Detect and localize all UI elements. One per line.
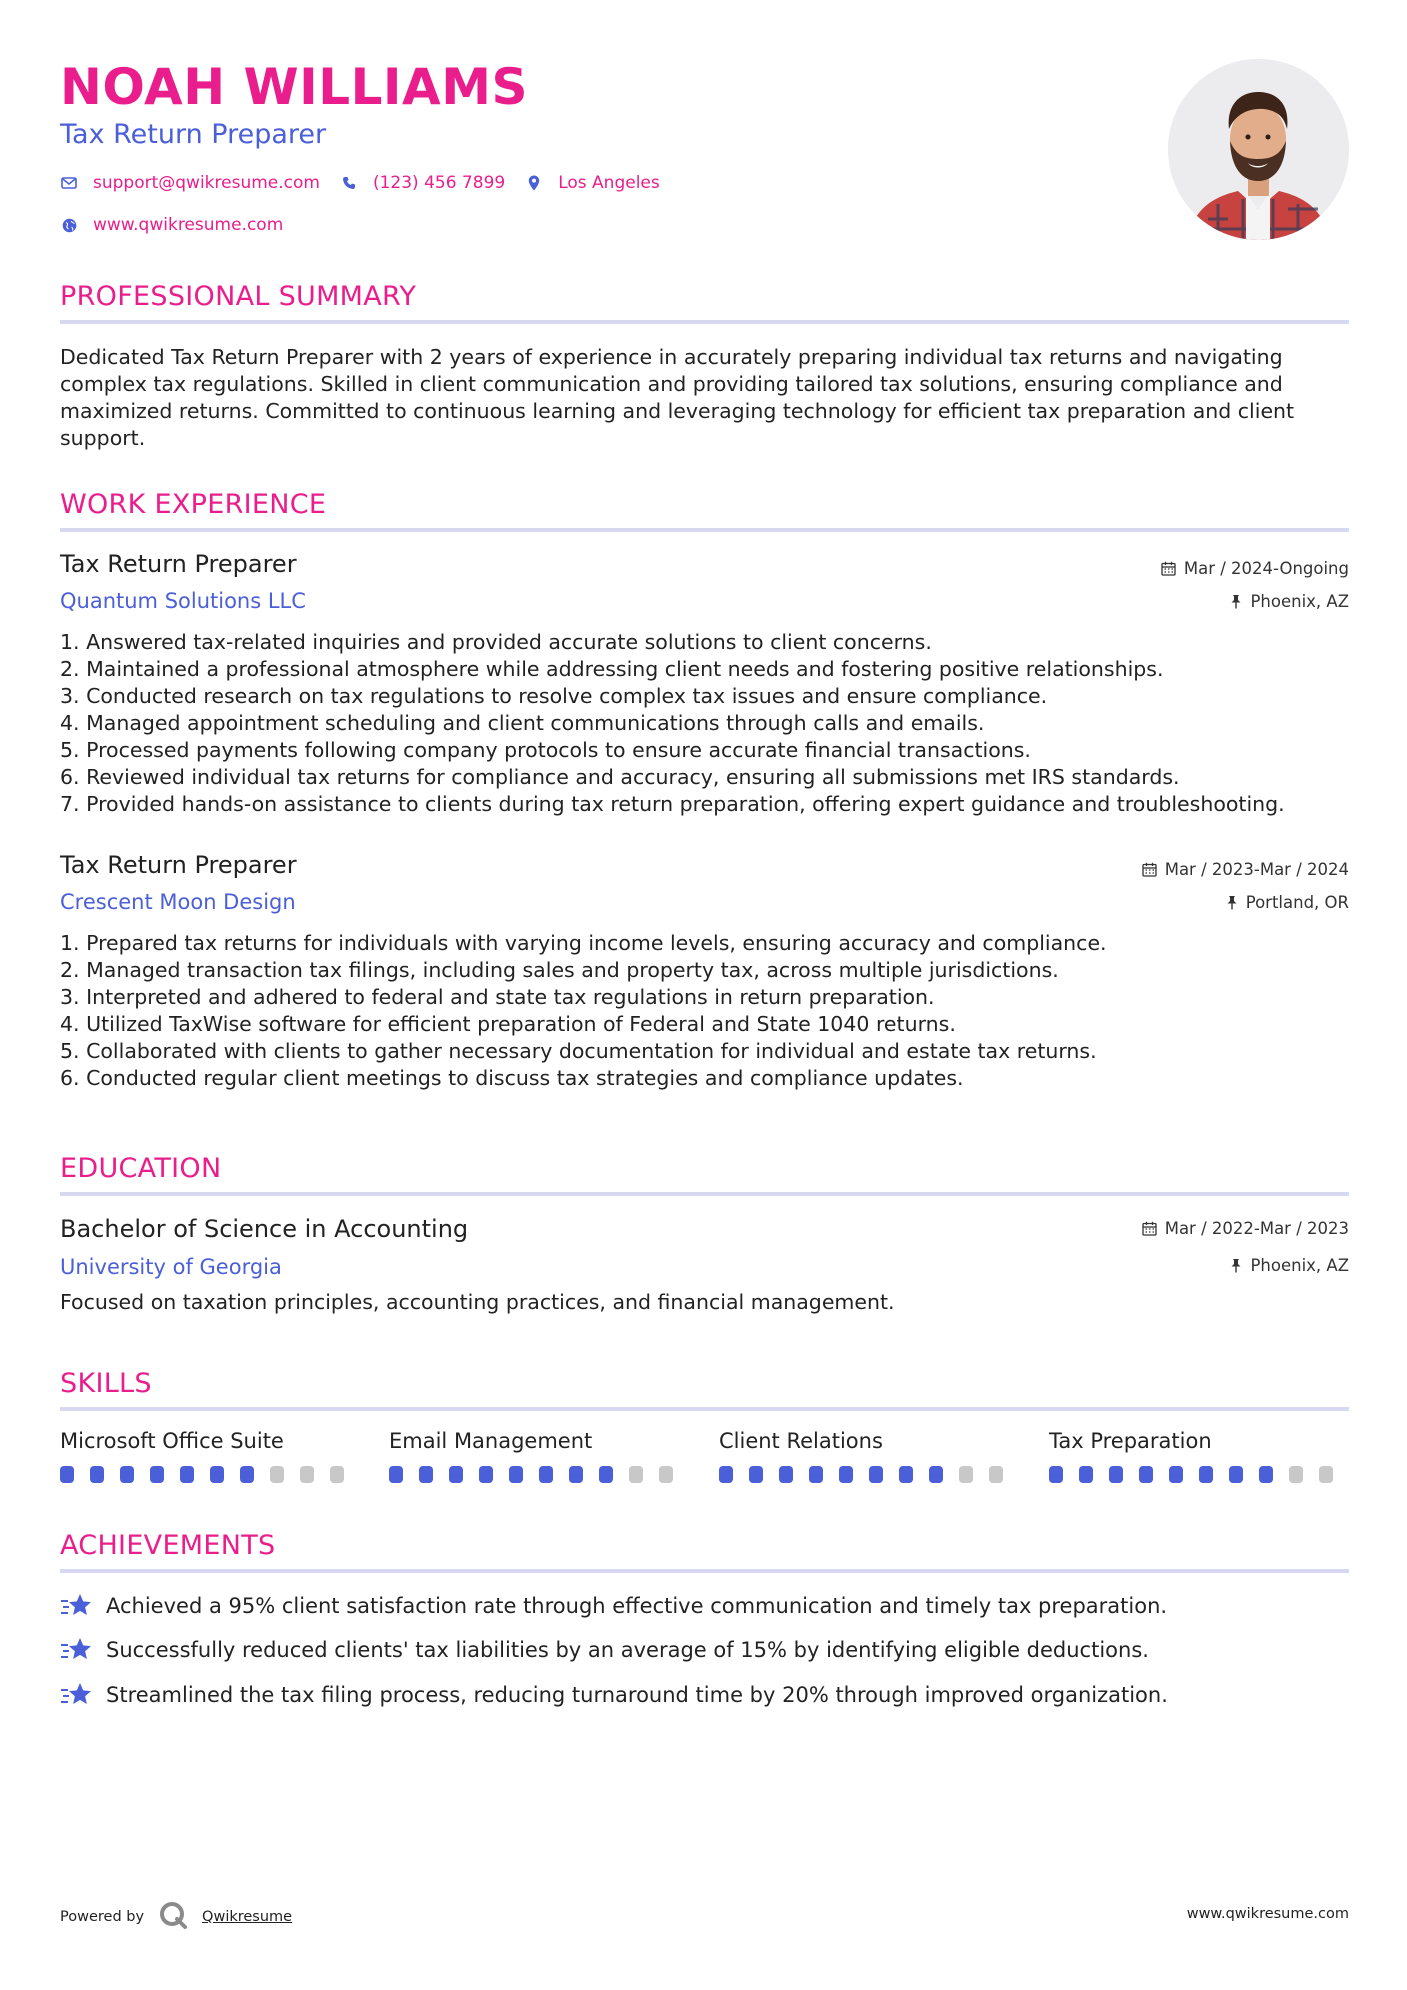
- list-item: 1. Answered tax-related inquiries and provided accurate solutions to client concerns.: [60, 630, 932, 654]
- skill-dot-empty: [270, 1466, 284, 1483]
- skill-dot-empty: [330, 1466, 344, 1483]
- skill-dot-filled: [120, 1466, 134, 1483]
- list-item: 2. Managed transaction tax filings, including sales and property tax, across multiple jurisdictions.: [60, 958, 1059, 982]
- star-icon: [60, 1592, 92, 1620]
- job-location: [1230, 592, 1349, 611]
- skill-dot-filled: [240, 1466, 254, 1483]
- job-dates: [1142, 860, 1349, 879]
- section-divider: [60, 528, 1349, 532]
- job-dates: [1161, 559, 1349, 578]
- skill-dot-empty: [959, 1466, 973, 1483]
- qwikresume-link[interactable]: Qwikresume: [202, 1909, 293, 1925]
- map-pin-icon: [525, 174, 543, 192]
- achievement-text: Successfully reduced clients' tax liabilities by an average of 15% by identifying eligible deductions.: [106, 1638, 1149, 1662]
- skill-dot-filled: [839, 1466, 853, 1483]
- skill-dot-filled: [1229, 1466, 1243, 1483]
- skill-dot-filled: [449, 1466, 463, 1483]
- footer-url[interactable]: www.qwikresume.com: [1186, 1906, 1349, 1922]
- skill-dot-empty: [1289, 1466, 1303, 1483]
- education-dates: [1142, 1219, 1349, 1238]
- calendar-icon: [1142, 1221, 1157, 1236]
- list-item: 4. Managed appointment scheduling and client communications through calls and emails.: [60, 711, 985, 735]
- location-text: Los Angeles: [558, 173, 660, 193]
- education-location: [1230, 1256, 1349, 1275]
- skill-dot-filled: [719, 1466, 733, 1483]
- pushpin-icon: [1226, 895, 1238, 910]
- summary-text: [60, 344, 1350, 452]
- contact-row-website: [60, 215, 303, 235]
- skill-rating: [389, 1466, 689, 1483]
- summary-line: maximized returns. Committed to continuous learning and leveraging technology for efficient tax preparation and client: [60, 399, 1295, 423]
- phone-text: (123) 456 7899: [372, 173, 506, 193]
- skill-name: Client Relations: [719, 1429, 883, 1453]
- job-company: Crescent Moon Design: [60, 890, 296, 914]
- achievement-item: [60, 1592, 1167, 1620]
- globe-icon: [60, 216, 78, 234]
- section-divider: [60, 320, 1349, 324]
- skill-dot-empty: [629, 1466, 643, 1483]
- skill-dot-filled: [929, 1466, 943, 1483]
- skill-dot-filled: [1079, 1466, 1093, 1483]
- list-item: 2. Maintained a professional atmosphere while addressing client needs and fostering positive relationships.: [60, 657, 1164, 681]
- skill-dot-filled: [180, 1466, 194, 1483]
- profile-photo: [1168, 59, 1349, 240]
- star-icon: [60, 1636, 92, 1664]
- skill-dot-filled: [1109, 1466, 1123, 1483]
- powered-by-label: Powered by: [60, 1909, 145, 1925]
- skill-dot-filled: [210, 1466, 224, 1483]
- list-item: 3. Conducted research on tax regulations to resolve complex tax issues and ensure compliance.: [60, 684, 1048, 708]
- skill-dot-filled: [150, 1466, 164, 1483]
- skill-rating: [1049, 1466, 1349, 1483]
- skill-rating: [60, 1466, 360, 1483]
- list-item: 1. Prepared tax returns for individuals with varying income levels, ensuring accuracy and compliance.: [60, 931, 1107, 955]
- job-bullets: [60, 930, 1360, 1092]
- list-item: 6. Reviewed individual tax returns for compliance and accuracy, ensuring all submissions met IRS standards.: [60, 765, 1180, 789]
- section-title-education: EDUCATION: [60, 1153, 222, 1184]
- skill-dot-filled: [749, 1466, 763, 1483]
- job-title: Tax Return Preparer: [60, 851, 297, 879]
- job-dates-text: Mar / 2023-Mar / 2024: [1164, 860, 1349, 879]
- skill-item: [1049, 1429, 1349, 1483]
- list-item: 7. Provided hands-on assistance to clients during tax return preparation, offering expert guidance and troubleshooting.: [60, 792, 1285, 816]
- skill-dot-filled: [1259, 1466, 1273, 1483]
- section-divider: [60, 1192, 1349, 1196]
- skill-dot-filled: [1199, 1466, 1213, 1483]
- skill-dot-filled: [1139, 1466, 1153, 1483]
- summary-line: Dedicated Tax Return Preparer with 2 years of experience in accurately preparing individual tax returns and navigating: [60, 345, 1283, 369]
- skill-dot-empty: [300, 1466, 314, 1483]
- skill-item: [60, 1429, 360, 1483]
- skill-dot-filled: [869, 1466, 883, 1483]
- skill-dot-filled: [389, 1466, 403, 1483]
- skill-dot-filled: [479, 1466, 493, 1483]
- list-item: 5. Processed payments following company protocols to ensure accurate financial transactions.: [60, 738, 1031, 762]
- email-text: support@qwikresume.com: [93, 173, 320, 193]
- envelope-icon: [60, 174, 78, 192]
- skill-name: Tax Preparation: [1049, 1429, 1212, 1453]
- section-title-achievements: ACHIEVEMENTS: [60, 1530, 276, 1561]
- skill-dot-filled: [539, 1466, 553, 1483]
- skill-dot-filled: [419, 1466, 433, 1483]
- summary-line: complex tax regulations. Skilled in client communication and providing tailored tax solutions, ensuring compliance and: [60, 372, 1283, 396]
- candidate-role: Tax Return Preparer: [60, 119, 327, 150]
- skill-rating: [719, 1466, 1019, 1483]
- job-location-text: Portland, OR: [1245, 893, 1349, 912]
- qwikresume-logo-icon: [158, 1900, 188, 1934]
- footer-powered-by: [60, 1900, 292, 1934]
- job-title: Tax Return Preparer: [60, 550, 297, 578]
- job-company: Quantum Solutions LLC: [60, 589, 306, 613]
- job-dates-text: Mar / 2024-Ongoing: [1183, 559, 1349, 578]
- skill-dot-filled: [779, 1466, 793, 1483]
- achievement-item: [60, 1636, 1149, 1664]
- achievement-text: Achieved a 95% client satisfaction rate through effective communication and timely tax preparation.: [106, 1594, 1168, 1618]
- section-divider: [60, 1407, 1349, 1411]
- website-text: www.qwikresume.com: [93, 215, 284, 235]
- skill-dot-empty: [659, 1466, 673, 1483]
- skill-dot-filled: [1169, 1466, 1183, 1483]
- list-item: 3. Interpreted and adhered to federal and state tax regulations in return preparation.: [60, 985, 935, 1009]
- skill-dot-filled: [899, 1466, 913, 1483]
- degree-title: Bachelor of Science in Accounting: [60, 1215, 469, 1243]
- skill-name: Microsoft Office Suite: [60, 1429, 284, 1453]
- calendar-icon: [1142, 862, 1157, 877]
- skill-dot-filled: [90, 1466, 104, 1483]
- contact-email[interactable]: [60, 173, 320, 193]
- achievement-item: [60, 1681, 1168, 1709]
- skill-name: Email Management: [389, 1429, 593, 1453]
- summary-line: support.: [60, 426, 146, 450]
- education-location-text: Phoenix, AZ: [1250, 1256, 1349, 1275]
- skill-dot-empty: [1319, 1466, 1333, 1483]
- section-title-summary: PROFESSIONAL SUMMARY: [60, 281, 417, 312]
- contact-row: [60, 173, 680, 193]
- school-name: University of Georgia: [60, 1255, 282, 1279]
- phone-icon: [340, 174, 358, 192]
- pushpin-icon: [1230, 594, 1242, 609]
- calendar-icon: [1161, 561, 1176, 576]
- skill-item: [389, 1429, 689, 1483]
- section-title-skills: SKILLS: [60, 1368, 152, 1399]
- achievement-text: Streamlined the tax filing process, reducing turnaround time by 20% through improved organization.: [106, 1683, 1168, 1707]
- list-item: 4. Utilized TaxWise software for efficient preparation of Federal and State 1040 returns.: [60, 1012, 956, 1036]
- education-dates-text: Mar / 2022-Mar / 2023: [1164, 1219, 1349, 1238]
- job-bullets: [60, 629, 1360, 818]
- job-location: [1226, 893, 1349, 912]
- education-description: Focused on taxation principles, accounting practices, and financial management.: [60, 1290, 895, 1314]
- job-location-text: Phoenix, AZ: [1250, 592, 1349, 611]
- skill-item: [719, 1429, 1019, 1483]
- section-divider: [60, 1569, 1349, 1573]
- list-item: 6. Conducted regular client meetings to discuss tax strategies and compliance updates.: [60, 1066, 964, 1090]
- skill-dot-filled: [599, 1466, 613, 1483]
- pushpin-icon: [1230, 1258, 1242, 1273]
- star-icon: [60, 1681, 92, 1709]
- skill-dot-filled: [60, 1466, 74, 1483]
- contact-website[interactable]: [60, 215, 283, 235]
- skill-dot-filled: [809, 1466, 823, 1483]
- contact-location: [525, 173, 660, 193]
- skill-dot-filled: [1049, 1466, 1063, 1483]
- skill-dot-filled: [569, 1466, 583, 1483]
- list-item: 5. Collaborated with clients to gather necessary documentation for individual and estate tax returns.: [60, 1039, 1097, 1063]
- candidate-name: NOAH WILLIAMS: [60, 58, 528, 116]
- contact-phone[interactable]: [340, 173, 505, 193]
- skill-dot-empty: [989, 1466, 1003, 1483]
- skill-dot-filled: [509, 1466, 523, 1483]
- section-title-experience: WORK EXPERIENCE: [60, 489, 327, 520]
